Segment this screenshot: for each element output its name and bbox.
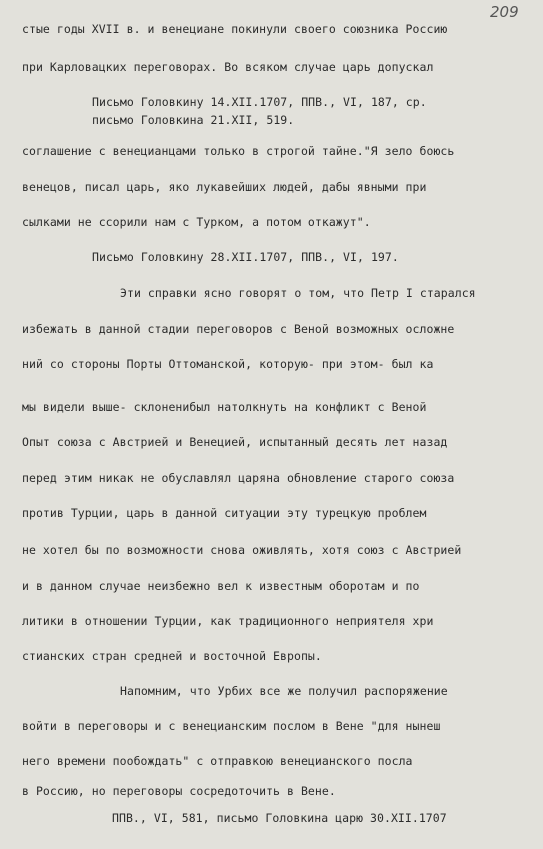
text-line: ний со стороны Порты Оттоманской, которую- при этом- был ка [22, 357, 434, 371]
page-number: 209 [490, 3, 519, 21]
text-line: Напомним, что Урбих все же получил распоряжение [120, 684, 448, 698]
footnote-line: письмо Головкина 21.XII, 519. [92, 113, 295, 127]
text-line: стианских стран средней и восточной Европы. [22, 649, 322, 663]
text-line: войти в переговоры и с венецианским послом в Вене "для нынеш [22, 719, 441, 733]
text-line: в Россию, но переговоры сосредоточить в Вене. [22, 784, 336, 798]
text-line: избежать в данной стадии переговоров с Веной возможных осложне [22, 322, 455, 336]
text-line: сылками не ссорили нам с Турком, а потом откажут". [22, 215, 371, 229]
footnote-line: Письмо Головкину 14.XII.1707, ППВ., VI, 187, ср. [92, 95, 427, 109]
text-line: против Турции, царь в данной ситуации эту турецкую проблем [22, 506, 427, 520]
footnote-line: ППВ., VI, 581, письмо Головкина царю 30.XII.1707 [112, 811, 447, 825]
text-line: соглашение с венецианцами только в строгой тайне."Я зело боюсь [22, 144, 455, 158]
text-line: и в данном случае неизбежно вел к известным оборотам и по [22, 579, 420, 593]
text-line: стые годы XVII в. и венециане покинули своего союзника Россию [22, 22, 448, 36]
text-line: Эти справки ясно говорят о том, что Петр I старался [120, 286, 476, 300]
text-line: перед этим никак не обуславлял царяна обновление старого союза [22, 471, 455, 485]
text-line: мы видели выше- склоненибыл натолкнуть на конфликт с Веной [22, 400, 427, 414]
text-line: литики в отношении Турции, как традиционного неприятеля хри [22, 614, 434, 628]
footnote-line: Письмо Головкину 28.XII.1707, ППВ., VI, 197. [92, 250, 399, 264]
text-line: Опыт союза с Австрией и Венецией, испытанный десять лет назад [22, 435, 448, 449]
text-line: него времени пообождать" с отправкою венецианского посла [22, 754, 413, 768]
text-line: при Карловацких переговорах. Во всяком случае царь допускал [22, 60, 434, 74]
text-line: венецов, писал царь, яко лукавейших людей, дабы явными при [22, 180, 427, 194]
text-line: не хотел бы по возможности снова оживлять, хотя союз с Австрией [22, 543, 462, 557]
